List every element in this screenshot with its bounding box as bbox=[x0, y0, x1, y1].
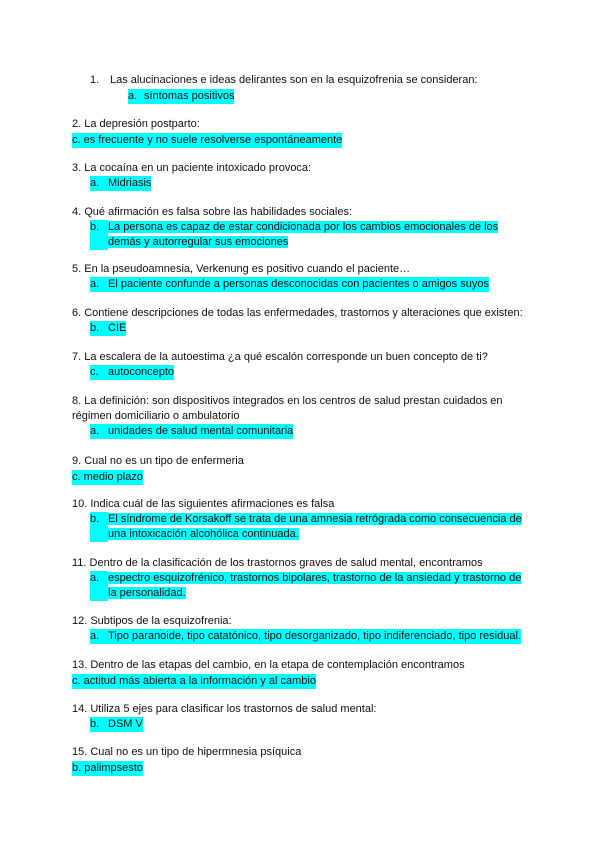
answer-letter: a. bbox=[90, 571, 108, 601]
answer-text: La persona es capaz de estar condicionada por los cambios emocionales de los demás y autorregular sus emociones bbox=[108, 221, 499, 248]
answer-highlight bbox=[90, 717, 143, 732]
question-item bbox=[72, 614, 532, 644]
question-item bbox=[72, 394, 532, 439]
answer-highlight bbox=[90, 176, 151, 191]
answer-text: b. palimpsesto bbox=[72, 762, 143, 774]
answer-text: El paciente confunde a personas desconocidas con pacientes o amigos suyos bbox=[108, 278, 489, 290]
answer-text: El síndrome de Korsakoff se trata de una amnesia retrógrada como consecuencia de una intoxicación alcohólica continuada. bbox=[108, 513, 522, 540]
answer-letter: a. bbox=[90, 425, 100, 437]
answer-row bbox=[72, 629, 532, 644]
answer-row bbox=[72, 512, 532, 542]
question-text: 4. Qué afirmación es falsa sobre las habilidades sociales: bbox=[72, 206, 353, 218]
question-text: 10. Indica cuál de las siguientes afirmaciones es falsa bbox=[72, 498, 335, 510]
answer-row bbox=[72, 89, 532, 104]
answer-text: c. medio plazo bbox=[72, 471, 143, 483]
answer-row bbox=[72, 321, 532, 336]
answer-letter: b. bbox=[90, 718, 100, 730]
answer-letter: a. bbox=[90, 630, 100, 642]
answer-row bbox=[72, 571, 532, 601]
answer-letter: a. bbox=[90, 177, 100, 189]
answer-row bbox=[72, 717, 532, 732]
question-text: 8. La definición: son dispositivos integrados en los centros de salud prestan cuidados en régimen domiciliario o ambulatorio bbox=[72, 395, 503, 422]
answer-row bbox=[72, 761, 532, 776]
answer-row bbox=[72, 176, 532, 191]
answer-row bbox=[72, 220, 532, 250]
question-item bbox=[72, 454, 532, 485]
question-text: 3. La cocaína en un paciente intoxicado provoca: bbox=[72, 162, 312, 174]
answer-text: CIE bbox=[108, 322, 127, 334]
answer-text: DSM V bbox=[108, 718, 143, 730]
answer-row bbox=[72, 133, 532, 148]
question-item bbox=[72, 658, 532, 689]
answer-text: síntomas positivos bbox=[144, 90, 235, 102]
answer-letter: a. bbox=[128, 90, 138, 102]
answer-highlight bbox=[90, 424, 293, 439]
question-text: 13. Dentro de las etapas del cambio, en la etapa de contemplación encontramos bbox=[72, 659, 465, 671]
question-number: 1. bbox=[90, 74, 100, 86]
question-text: 15. Cual no es un tipo de hipermnesia psíquica bbox=[72, 746, 302, 758]
question-item bbox=[72, 205, 532, 250]
question-text: 9. Cual no es un tipo de enfermeria bbox=[72, 455, 244, 467]
answer-row bbox=[72, 470, 532, 485]
question-item bbox=[72, 702, 532, 732]
answer-text: c. es frecuente y no suele resolverse espontáneamente bbox=[72, 134, 343, 146]
question-item bbox=[72, 117, 532, 148]
answer-highlight bbox=[90, 629, 521, 644]
answer-letter: b. bbox=[90, 512, 108, 542]
question-item bbox=[72, 73, 532, 104]
answer-row bbox=[72, 424, 532, 439]
question-text: 12. Subtipos de la esquizofrenia: bbox=[72, 615, 232, 627]
question-text: 5. En la pseudoamnesia, Verkenung es positivo cuando el paciente… bbox=[72, 263, 411, 275]
question-text: 2. La depresión postparto: bbox=[72, 118, 200, 130]
question-text: Las alucinaciones e ideas delirantes son en la esquizofrenia se consideran: bbox=[110, 74, 478, 86]
answer-letter: c. bbox=[90, 366, 99, 378]
answer-highlight bbox=[128, 89, 234, 104]
question-text: 14. Utiliza 5 ejes para clasificar los trastornos de salud mental: bbox=[72, 703, 377, 715]
answer-text: c. actitud más abierta a la información y al cambio bbox=[72, 675, 316, 687]
answer-highlight bbox=[90, 321, 126, 336]
answer-row bbox=[72, 674, 532, 689]
answer-row bbox=[72, 365, 532, 380]
question-item bbox=[72, 306, 532, 336]
question-item bbox=[72, 497, 532, 542]
question-item bbox=[72, 745, 532, 776]
answer-text: espectro esquizofrénico, trastornos bipolares, trastorno de la ansiedad y trastorno de la personalidad. bbox=[108, 572, 522, 599]
question-item bbox=[72, 161, 532, 191]
question-text: 11. Dentro de la clasificación de los trastornos graves de salud mental, encontramos bbox=[72, 557, 483, 569]
question-item bbox=[72, 350, 532, 380]
question-text: 7. La escalera de la autoestima ¿a qué escalón corresponde un buen concepto de ti? bbox=[72, 351, 488, 363]
answer-letter: b. bbox=[90, 220, 108, 250]
answer-text: Midriasis bbox=[108, 177, 152, 189]
answer-letter: b. bbox=[90, 322, 100, 334]
answer-text: autoconcepto bbox=[108, 366, 175, 378]
answer-text: unidades de salud mental comunitaria bbox=[108, 425, 294, 437]
answer-row bbox=[72, 277, 532, 292]
answer-letter: a. bbox=[90, 278, 100, 290]
answer-highlight bbox=[90, 277, 489, 292]
question-text: 6. Contiene descripciones de todas las enfermedades, trastornos y alteraciones que existen: bbox=[72, 307, 523, 319]
answer-text: Tipo paranoide, tipo catatónico, tipo desorganizado, tipo indiferenciado, tipo residual. bbox=[108, 630, 521, 642]
question-item bbox=[72, 262, 532, 292]
answer-highlight bbox=[90, 365, 174, 380]
question-item bbox=[72, 556, 532, 601]
